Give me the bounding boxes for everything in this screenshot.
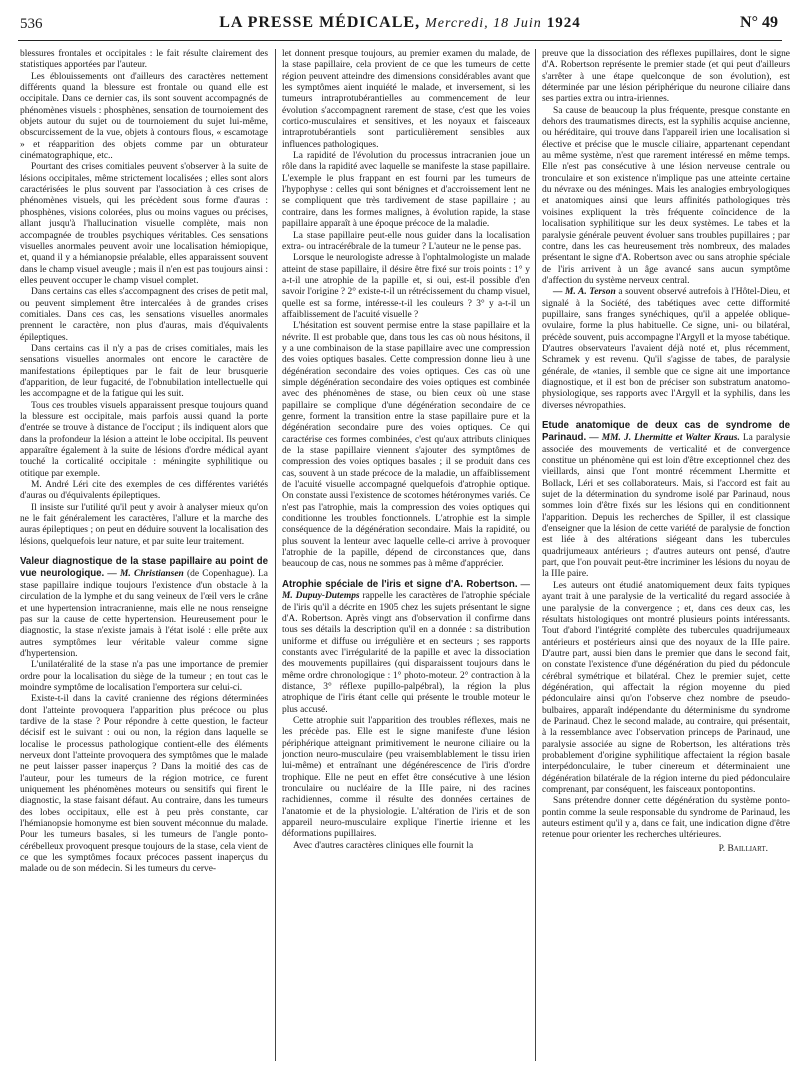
section-author: — M. A. Terson — [553, 287, 616, 298]
section-atrophie-iris — [282, 579, 530, 716]
paragraph: Tous ces troubles visuels apparaissent presque toujours quand la blessure est occipitale, mais parfois aussi quand la porte d'entrée se trouve à distance de l'occiput ; ils indiquent alors que dans la profondeur la lésion a atteint le lobe occipital. Ils peuvent apparaître également à la suite de lésions d'ordre médical ayant touché la corticalité occipitale : méningite syphilitique ou otitique par exemple. — [20, 400, 268, 479]
paragraph: blessures frontales et occipitales : le fait résulte clairement des statistiques apportées par l'auteur. — [20, 49, 268, 71]
paragraph: Les éblouissements ont d'ailleurs des caractères nettement différents quand la blessure est frontale ou quand elle est occipitale. Dans ce dernier cas, ils sont souvent accompagnés de phénomènes visuels : phosphènes, sensation de tournoiement des objets autour du sujet ou de tournoiement du sujet lui-même, obscurcissement de la vue, objets à contours flous, « escamotage » et réapparition des objets comme par un obturateur cinématographique, etc.. — [20, 71, 268, 162]
paragraph: La paralysie associée des mouvements de verticalité et de convergence constitue un phénomène qui est loin d'être exceptionnel chez des vieillards, ainsi que l'ont montré récemment Lhermitte et Bollack, Léri et ses collaborateurs. Mais, si l'accord est fait au sujet de la détermination du syndrome isolé par Parinaud, nous sommes loin d'être fixés sur les lésions qui en conditionnent l'apparition. Depuis les recherches de Spiller, il est classique d'enseigner que la lésion de cette variété de paralysie de fonction est liée à des altérations siégeant dans les tubercules quadrijumeaux antérieurs ; d'autres auteurs ont pensé, d'autre part, que l'on pouvait peut-être incriminer les lésions du noyau de la IIIe paire. — [542, 433, 790, 580]
paragraph: Lorsque le neurologiste adresse à l'ophtalmologiste un malade atteint de stase papillaire, il désire être fixé sur trois points : 1° y a-t-il une atrophie de la papille et, si oui, est-il possible d'en savoir l'origine ? 2° existe-t-il un rétrécissement du champ visuel, quelle est sa forme, intéresse-t-il les couleurs ? 3° y a-t-il un affaiblissement de l'acuité visuelle ? — [282, 253, 530, 320]
paragraph: M. André Léri cite des exemples de ces différentes variétés d'auras ou d'équivalents épileptiques. — [20, 480, 268, 502]
section-title: Etude anatomique de deux cas de syndrome de Parinaud. — [542, 420, 790, 444]
paragraph: let donnent presque toujours, au premier examen du malade, de la stase papillaire, cela provient de ce que les tumeurs de cette région peuvent atteindre des dimensions considérables avant que les symptômes aient inquiété le malade, et inversement, si les tumeurs intraprotubérantielles au commencement de leur évolution s'accompagnent rarement de stase, c'est que les voies cortico-musculaires et sensitives, et les noyaux et faisceaux intraprotubérantiels sont particulièrement sensibles aux influences pathologiques. — [282, 49, 530, 150]
paragraph: La rapidité de l'évolution du processus intracranien joue un rôle dans la rapidité avec laquelle se manifeste la stase papillaire. L'exemple le plus frappant en est fourni par les tumeurs de l'hypophyse : celles qui sont bénignes et d'accroissement lent ne se compliquent que très tardivement de stase papillaire ; au contraire, dans les formes malignes, à évolution rapide, la stase papillaire apparaît à une époque précoce de la maladie. — [282, 151, 530, 230]
paragraph: a souvent observé autrefois à l'Hôtel-Dieu, et signalé à la Société, des tabétiques avec cette difformité pupillaire, sans franges synéchiques, qu'il a appelée oblique-ovulaire, forme la plus habituelle. Ce signe, uni- ou bilatéral, précède souvent, puis accompagne l'Argyll et la myose tabétique. D'autres observateurs l'avaient déjà noté et, plus récemment, Schramek y est revenu. Qu'il s'agisse de tabes, de paralysie générale, de «tanies, il semble que ce signe ait une importance diagnostique, et il est bon de préciser son substratum anatomo-physiologique, ses rapports avec l'Argyll et la syphilis, dans les diverses névropathies. — [542, 287, 790, 411]
paragraph: Il insiste sur l'utilité qu'il peut y avoir à analyser mieux qu'on ne le fait généralement les caractères, l'allure et la marche des auras épileptiques ; on peut en déduire souvent la localisation des lésions, quelquefois leur nature, et par suite leur traitement. — [20, 502, 268, 547]
paragraph: preuve que la dissociation des réflexes pupillaires, dont le signe d'A. Robertson représente le premier stade (et qui peut d'ailleurs s'arrêter à une étape quelconque de son évolution), est déterminée par une lésion périphérique du neurone ciliaire dans ses parties extra ou intra-iriennes. — [542, 49, 790, 105]
paragraph: (de Copenhague). La stase papillaire indique toujours l'existence d'un obstacle à la circulation de la lymphe et du sang veineux de l'œil vers le crâne et une hypertension intracranienne, mais elle ne nous renseigne pas sur la cause de cette hypertension. Heureusement pour le diagnostic, la stase n'existe jamais à l'état isolé : elle prête aux autres symptômes leur véritable valeur comme signe d'hypertension. — [20, 569, 268, 659]
issue-year: 1924 — [546, 15, 581, 31]
section-author: — MM. J. Lhermitte et Walter Kraus. — [589, 433, 740, 444]
paragraph: Les auteurs ont étudié anatomiquement deux faits typiques ayant trait à une paralysie de la verticalité du regard associée à une paralysie de la convergence ; et, dans ces deux cas, les résultats histologiques ont montré plusieurs points intéressants. Tout d'abord l'intégrité complète des tubercules quadrijumeaux antérieurs et postérieurs ainsi que des noyaux de la IIIe paire. D'autre part, aussi bien dans le premier que dans le second fait, on constate l'existence d'une dégénération du pied du pédoncule cérébral symétrique et bilatéral. Chez le premier sujet, cette dégénération, qui affectait la région moyenne du pied pédonculaire ainsi qu'on l'observe chez nombre de pseudo-bulbaires, apparaît indépendante du déterminisme du syndrome de Parinaud. Chez le second malade, au contraire, qui présentait, à la ressemblance avec l'observation princeps de Parinaud, une paralysie associée au signe de Robertson, les altérations très probablement d'origine syphilitique affectaient la région basale interpédonculaire, le tuber cinereum et déterminaient une dégénération bilatérale de la région interne du pied pédonculaire comprenant, par conséquent, les faisceaux pontopontins. — [542, 580, 790, 795]
paragraph: La stase papillaire peut-elle nous guider dans la localisation extra- ou intracérébrale de la tumeur ? L'auteur ne le pense pas. — [282, 230, 530, 252]
header-rule — [18, 40, 782, 41]
publication-name: LA PRESSE MÉDICALE, — [219, 14, 421, 31]
running-title — [0, 14, 800, 32]
paragraph: L'hésitation est souvent permise entre la stase papillaire et la névrite. Il est probable que, dans tous les cas où nous hésitons, il y a une combinaison de la stase papillaire avec une compression des voies optiques basales. Cette compression donne lieu à une dégénération secondaire des voies optiques. Ces cas où une simple dégénération secondaire des voies optiques est combinée avec des phénomènes de stase, ou bien ceux où une stase papillaire se complique d'une dégénération secondaire de ce genre, forment la transition entre la stase papillaire pure et la dégénération secondaire pure des voies optiques. Ce qui caractérise ces formes combinées, c'est qu'aux attributs cliniques de la stase papillaire viennent s'ajouter des symptômes de compression des voies optiques basales ; il se produit dans ces cas, souvent à un stade précoce de la maladie, un affaiblissement de l'acuité visuelle accompagné quelquefois d'atrophie optique. On constate aussi l'existence de scotomes hétéronymes variés. Ce n'est pas l'atrophie, mais la compression des voies optiques qui conditionne les troubles fonctionnels. L'atrophie est la simple conséquence de la dégénération secondaire. Mais la rapidité, ou plus souvent la lenteur avec laquelle celle-ci arrive à provoquer l'atrophie de la papille, dépend de circonstances que, dans beaucoup de cas, nous ne sommes pas à même d'apprécier. — [282, 321, 530, 570]
paragraph: Dans certains cas il n'y a pas de crises comitiales, mais les sensations visuelles anormales ont encore le caractère de manifestations épileptiques par le fait de leur brusquerie d'apparition, de leur fugacité, de l'obnubilation intellectuelle qui les accompagne et de la fatigue qui les suit. — [20, 343, 268, 400]
page-header — [0, 0, 800, 38]
section-author: — M. Christiansen — [107, 569, 184, 580]
paragraph: Existe-t-il dans la cavité cranienne des régions déterminées dont l'atteinte provoquera l'apparition plus précoce ou plus tardive de la stase ? Pour répondre à cette question, le facteur décisif est le suivant : oui ou non, la région dans laquelle se localise le processus pathologique contient-elle des éléments nerveux dont l'atteinte provoquera des symptômes que le malade ne peut laisser passer inaperçus ? Dans la moitié des cas de l'auteur, pour les tumeurs de la région motrice, ce furent uniquement les phénomènes moteurs ou sensitifs qui firent le diagnostic, la stase faisant défaut. Au contraire, dans les tumeurs des lobes occipitaux, elle est à peu près constante, car l'hémianopsie homonyme est bien souvent méconnue du malade. Pour les tumeurs basales, si les tumeurs de l'angle ponto-cérébelleux provoquent presque toujours de la stase, cela vient de ce que les symptômes focaux précoces passent inaperçus du malade ou de son médecin. Si les tumeurs du cerve- — [20, 694, 268, 875]
column-2 — [282, 49, 530, 1079]
paragraph: Dans certains cas elles s'accompagnent des crises de petit mal, ou peuvent simplement être intercalées à de grandes crises comitiales. Dans ces cas, les sensations visuelles anormales prennent le caractère, non plus d'auras, mais d'équivalents épileptiques. — [20, 287, 268, 343]
paragraph: Sans prétendre donner cette dégénération du système ponto-pontin comme la seule responsable du syndrome de Parinaud, les auteurs estiment qu'il y a, dans ce fait, une indication digne d'être retenue pour orienter les recherches ultérieures. — [542, 796, 790, 841]
section-title: Valeur diagnostique de la stase papillaire au point de vue neurologique. — [20, 556, 268, 580]
issue-date: Mercredi, 18 Juin — [425, 16, 542, 31]
page-number: 536 — [20, 16, 43, 32]
section-author: — M. Dupuy-Dutemps — [282, 579, 530, 602]
paragraph: Cette atrophie suit l'apparition des troubles réflexes, mais ne les précède pas. Elle est le signe manifeste d'une lésion périphérique atteignant primitivement le neurone ciliaire ou la jonction neuro-musculaire (peu vraisemblablement le tissu irien lui-même) et entraînant une dégénérescence de l'iris d'ordre trophique. Elle ne peut en effet être consécutive à une lésion tronculaire ou nucléaire de la IIIe paire, ni des racines rachidiennes, comme il résulte des données certaines de l'anatomie et de la physiologie. L'altération de l'iris et de son appareil neuro-musculaire explique l'inertie irienne et les déformations pupillaires. — [282, 715, 530, 840]
column-1 — [20, 49, 268, 1079]
section-stase-papillaire — [20, 556, 268, 660]
paragraph: L'unilatéralité de la stase n'a pas une importance de premier ordre pour la localisation du siège de la tumeur ; en tout cas le moindre symptôme de localisation l'emportera sur celui-ci. — [20, 660, 268, 693]
paragraph: Sa cause de beaucoup la plus fréquente, presque constante en dehors des traumatismes directs, est la syphilis acquise ancienne, ou héréditaire, qui trouve dans l'appareil irien une localisation si élective et précise que le muscle ciliaire, appartenant cependant au même système, n'est que rarement intéressé en même temps. Elle n'est pas consécutive à une lésion nerveuse centrale ou tronculaire et son existence n'implique pas une atteinte certaine du névraxe ou des méninges. Mais les analogies embryologiques et anatomiques ainsi que leurs affinités pathologiques très voisines expliquent la très fréquente coïncidence de la localisation syphilitique sur les deux systèmes. Le tabes et la paralysie générale peuvent évoluer sans troubles pupillaires ; par contre, dans les cas heureusement très nombreux, des malades présentant le signe d'A. Robertson avec ou sans atrophie spéciale de l'iris arrivent à un âge avancé sans aucun symptôme d'affection du système nerveux central. — [542, 105, 790, 286]
section-parinaud — [542, 420, 790, 581]
column-divider — [535, 49, 536, 1061]
issue-number: N° 49 — [740, 14, 778, 31]
section-title: Atrophie spéciale de l'iris et signe d'A. Robertson. — [282, 578, 518, 590]
signature: P. Bailliart. — [718, 843, 768, 854]
paragraph: Avec d'autres caractères cliniques elle fournit la — [293, 840, 474, 851]
column-3 — [542, 49, 790, 1079]
paragraph-terson — [542, 287, 790, 412]
paragraph: Pourtant des crises comitiales peuvent s'observer à la suite de lésions occipitales, même strictement localisées ; elles sont alors caractérisées le plus souvent par l'association à ces crises de phénomènes visuels, qui les précèdent sous forme d'auras : phosphènes, visions colorées, plus ou moins vagues ou précises, allant jusqu'à l'hallucination visuelle complète, mais non accompagnée de troubles psychiques véritables. Ces sensations visuelles anormales peuvent avoir une localisation hémiopique, et, quand il y a hémianopsie préalable, elles apparaissent souvent dans le champ visuel aveugle ; mais il n'en est pas toujours ainsi : elles peuvent occuper le champ visuel complet. — [20, 162, 268, 286]
column-divider — [275, 49, 276, 1061]
paragraph: rappelle les caractères de l'atrophie spéciale de l'iris qu'il a décrite en 1905 chez les sujets présentant le signe d'A. Robertson. Après vingt ans d'observation il confirme dans tous ses détails la description qu'il en a donnée : sa distribution uniforme et diffuse ou irrégulière et en secteurs ; ses rapports constants avec l'irrégularité de la papille et avec la dissociation des mouvements pupillaires (qui disparaissent toujours dans le même ordre chronologique : 1° photo-moteur. 2° contraction à la distance, 3° réflexe pupillo-palpébral), la région la plus atrophique de l'iris étant celle qui présente le trouble moteur le plus accusé. — [282, 591, 530, 715]
